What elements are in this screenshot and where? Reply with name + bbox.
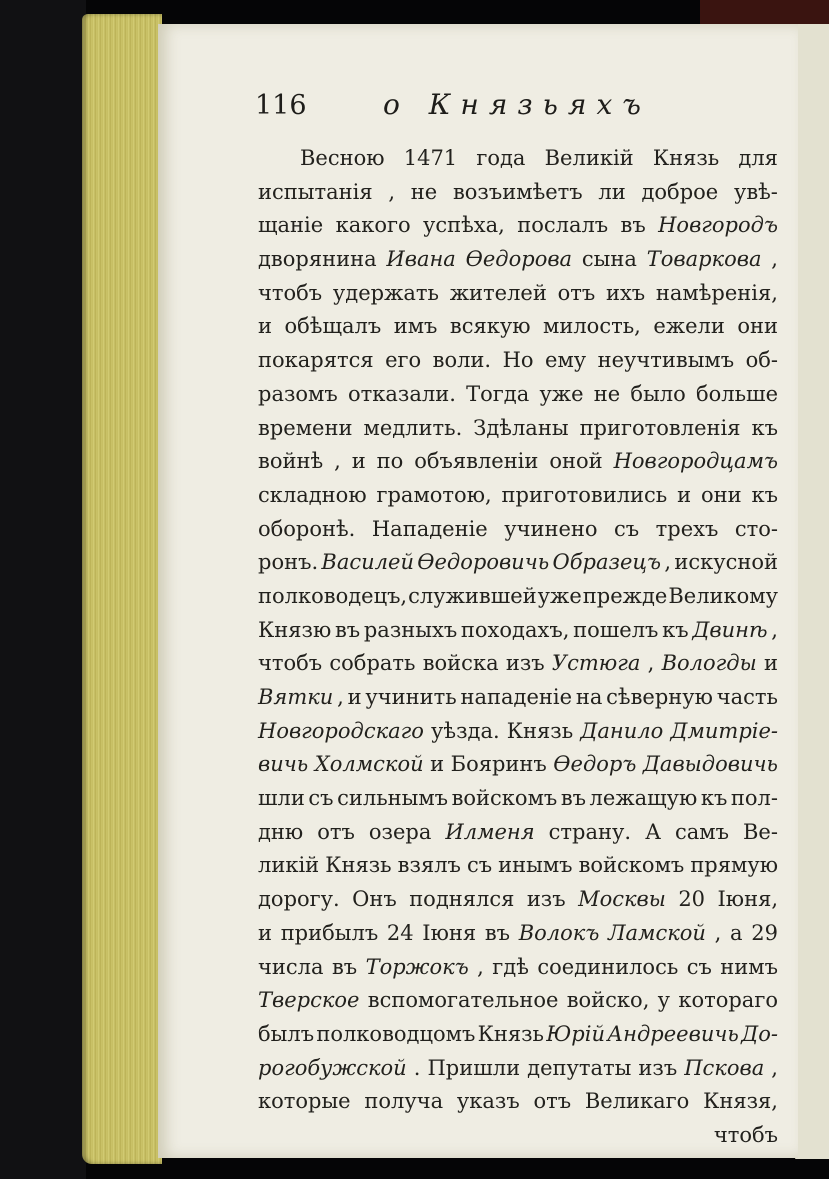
word: , — [334, 449, 341, 474]
word: войскомъ — [451, 786, 558, 811]
word: шли — [258, 786, 305, 811]
body-text — [258, 142, 778, 1153]
word: , — [771, 617, 778, 642]
text-line — [258, 479, 778, 513]
text-line — [258, 1052, 778, 1086]
word: , — [771, 247, 778, 272]
italic-word: рогобужской — [258, 1055, 407, 1080]
opposite-page-edge — [795, 24, 829, 1159]
word: сильнымъ — [337, 786, 449, 811]
word: чтобъ — [258, 651, 323, 676]
word: нападеніе — [460, 685, 573, 709]
catchword-text: чтобъ — [713, 1122, 778, 1147]
word: А — [645, 819, 661, 844]
word: не — [410, 179, 438, 204]
word: возъимѣетъ — [452, 179, 583, 204]
word: 24 — [386, 920, 414, 945]
word: Пришли — [427, 1055, 521, 1080]
word: учинено — [504, 516, 598, 541]
word: . — [413, 1055, 421, 1080]
word: приготовленія — [579, 415, 741, 440]
text-line — [258, 816, 778, 850]
word: изъ — [526, 887, 566, 912]
word: Князь — [325, 853, 392, 878]
word: года — [476, 146, 526, 170]
italic-word: Андреевичь — [607, 1021, 739, 1046]
word: страну. — [548, 819, 632, 844]
italic-word: Дмитріе- — [670, 718, 778, 743]
word: сѣверную — [606, 685, 713, 709]
word: въ — [484, 920, 510, 945]
word: воли. — [432, 348, 492, 373]
word: Князь — [477, 1021, 544, 1046]
italic-word: Москвы — [578, 887, 666, 912]
word: числа — [258, 954, 324, 979]
word: ежели — [653, 314, 725, 339]
text-line — [258, 681, 778, 715]
scan-background-corner — [700, 0, 829, 24]
word: лежащую — [589, 786, 698, 811]
italic-word: Новгородскаго — [258, 718, 424, 743]
text-line — [258, 310, 778, 344]
word: получа — [364, 1089, 444, 1114]
italic-word: Холмской — [314, 752, 424, 777]
text-line — [258, 142, 778, 176]
word: отказали. — [347, 381, 456, 406]
word: сына — [581, 247, 637, 272]
word: самъ — [674, 819, 729, 844]
word: ликій — [258, 853, 320, 878]
italic-word: Ѳедоръ — [553, 752, 637, 777]
word: , — [477, 954, 484, 979]
word: , — [664, 550, 672, 575]
word: всякую — [449, 314, 531, 339]
italic-word: До- — [741, 1021, 778, 1046]
word: изъ — [505, 651, 545, 676]
word: уже — [539, 381, 584, 406]
word: Великаго — [584, 1089, 690, 1114]
word: ихъ — [605, 280, 646, 305]
word: депутаты — [527, 1055, 632, 1080]
text-line — [258, 883, 778, 917]
word: успѣха, — [423, 213, 505, 238]
word: времени — [258, 415, 353, 440]
italic-word: Давыдовичь — [642, 752, 778, 777]
word: 1471 — [403, 146, 458, 170]
word: изъ — [638, 1055, 678, 1080]
word: Бояринъ — [450, 752, 547, 777]
text-line — [258, 647, 778, 681]
word: Іюня, — [717, 887, 778, 912]
word: объявленіи — [414, 449, 539, 474]
text-line — [258, 1085, 778, 1119]
word: доброе — [641, 179, 719, 204]
word: и — [258, 314, 272, 339]
word: вспомогательное — [367, 988, 559, 1013]
word: съ — [466, 853, 493, 878]
italic-word: Новгородцамъ — [613, 449, 778, 474]
text-line — [258, 748, 778, 782]
italic-word: Илменя — [445, 819, 535, 844]
word: дорогу. — [258, 887, 340, 912]
word: былъ — [258, 1021, 315, 1046]
word: Тогда — [466, 381, 530, 406]
word: приготовились — [501, 482, 668, 507]
italic-word: Ламской — [608, 920, 706, 945]
italic-word: Ѳедорова — [465, 247, 573, 272]
word: Ве- — [742, 819, 778, 844]
word: было — [630, 381, 686, 406]
word: , — [714, 920, 722, 945]
word: съ — [614, 516, 640, 541]
italic-word: Новгородъ — [658, 213, 778, 238]
word: поднялся — [409, 887, 515, 912]
text-line — [258, 849, 778, 883]
word: взялъ — [397, 853, 461, 878]
word: у — [657, 988, 671, 1013]
word: прежде — [582, 583, 668, 608]
word: войскомъ — [578, 853, 685, 878]
text-line — [258, 782, 778, 816]
word: Князю — [258, 617, 332, 642]
word: имъ — [393, 314, 438, 339]
italic-word: Пскова — [684, 1055, 765, 1080]
word: походахъ, — [460, 617, 570, 642]
word: покарятся — [258, 348, 374, 373]
word: его — [385, 348, 422, 373]
word: собрать — [329, 651, 416, 676]
word: войска — [422, 651, 499, 676]
text-line — [258, 209, 778, 243]
text-line — [258, 1018, 778, 1052]
italic-word: Ивана — [386, 247, 456, 272]
word: они — [700, 482, 742, 507]
word: , — [388, 179, 396, 204]
word: ему — [545, 348, 587, 373]
word: дворянина — [258, 247, 377, 272]
word: пошелъ — [573, 617, 659, 642]
page-number: 116 — [255, 90, 307, 121]
page-header — [255, 86, 675, 136]
word: въ — [334, 617, 361, 642]
word: разныхъ — [363, 617, 458, 642]
italic-word: вичь — [258, 752, 309, 777]
word: отъ — [533, 1089, 572, 1114]
word: Но — [502, 348, 534, 373]
word: котораго — [678, 988, 778, 1013]
word: и — [763, 651, 778, 676]
word: Здѣланы — [473, 415, 569, 440]
italic-word: Товаркова — [646, 247, 762, 272]
word: соединилось — [537, 954, 679, 979]
word: об- — [745, 348, 778, 373]
word: Нападеніе — [371, 516, 488, 541]
word: ронъ. — [258, 550, 319, 575]
word: искусной — [674, 550, 778, 575]
word: по — [376, 449, 404, 474]
text-line — [258, 715, 778, 749]
word: оной — [549, 449, 603, 474]
text-line — [258, 344, 778, 378]
word: уѣзда. — [431, 718, 500, 743]
word: складною — [258, 482, 367, 507]
word: въ — [620, 213, 646, 238]
word: намѣренія, — [655, 280, 778, 305]
text-line — [258, 984, 778, 1018]
word: жителей — [449, 280, 547, 305]
word: сто- — [734, 516, 778, 541]
word: они — [737, 314, 778, 339]
word: и — [677, 482, 692, 507]
word: въ — [331, 954, 358, 979]
italic-word: Тверское — [258, 988, 360, 1013]
word: для — [738, 146, 778, 170]
italic-word: Василей — [321, 550, 414, 575]
word: съ — [308, 786, 334, 811]
word: разомъ — [258, 381, 338, 406]
text-line — [258, 580, 778, 614]
word: Князя, — [703, 1089, 778, 1114]
text-line — [258, 243, 778, 277]
italic-word: Ѳедоровичь — [417, 550, 550, 575]
word: полководцомъ — [316, 1021, 476, 1046]
word: отъ — [317, 819, 355, 844]
word: въ — [560, 786, 586, 811]
word: Князь — [506, 718, 574, 743]
word: къ — [751, 415, 778, 440]
text-line — [258, 176, 778, 210]
word: Великій — [544, 146, 634, 170]
word: гдѣ — [492, 954, 529, 979]
word: обѣщалъ — [284, 314, 382, 339]
word: неучтивымъ — [597, 348, 735, 373]
word: Іюня — [422, 920, 477, 945]
italic-word: Торжокъ — [365, 954, 469, 979]
word: оборонѣ. — [258, 516, 356, 541]
word: 20 — [678, 887, 706, 912]
word: и — [258, 920, 272, 945]
word: учинить — [365, 685, 457, 709]
italic-word: Вятки — [258, 685, 334, 709]
italic-word: Образецъ — [552, 550, 662, 575]
text-line — [258, 614, 778, 648]
word: а — [730, 920, 743, 945]
catchword — [258, 1119, 778, 1153]
word: не — [593, 381, 621, 406]
italic-word: Двинѣ — [692, 617, 768, 642]
word: которые — [258, 1089, 351, 1114]
word: , — [647, 651, 655, 676]
word: на — [575, 685, 603, 709]
word: войско, — [566, 988, 650, 1013]
italic-word: Устюга — [551, 651, 641, 676]
word: прямую — [690, 853, 778, 878]
word: , — [771, 1055, 778, 1080]
word: къ — [700, 786, 728, 811]
word: уже — [537, 583, 582, 608]
text-line — [258, 513, 778, 547]
word: дню — [258, 819, 304, 844]
word: нимъ — [720, 954, 778, 979]
word: увѣ- — [733, 179, 778, 204]
text-line — [258, 951, 778, 985]
word: инымъ — [498, 853, 573, 878]
text-line — [258, 277, 778, 311]
italic-word: Волокъ — [518, 920, 600, 945]
word: Онъ — [352, 887, 397, 912]
word: Великому — [668, 583, 778, 608]
word: больше — [695, 381, 778, 406]
word: и — [347, 685, 362, 709]
word: чтобъ — [258, 280, 323, 305]
word: къ — [662, 617, 689, 642]
word: и — [351, 449, 366, 474]
word: войнѣ — [258, 449, 324, 474]
text-line — [258, 917, 778, 951]
word: медлить. — [363, 415, 463, 440]
italic-word: Вологды — [661, 651, 757, 676]
word: трехъ — [655, 516, 719, 541]
word: Князь — [652, 146, 720, 170]
italic-word: Данило — [580, 718, 664, 743]
word: пол- — [730, 786, 778, 811]
word: съ — [686, 954, 712, 979]
word: испытанія — [258, 179, 373, 204]
word: часть — [716, 685, 778, 709]
word: грамотою, — [376, 482, 492, 507]
word: озера — [368, 819, 432, 844]
scan-background — [0, 0, 86, 1179]
word: отъ — [557, 280, 596, 305]
word: служившей — [408, 583, 537, 608]
word: прибылъ — [280, 920, 379, 945]
word: удержать — [332, 280, 439, 305]
text-line — [258, 546, 778, 580]
running-head: о Князьяхъ — [383, 88, 651, 121]
word: 29 — [751, 920, 778, 945]
page-edges — [82, 14, 162, 1164]
word: ли — [598, 179, 626, 204]
word: щаніе — [258, 213, 324, 238]
word: къ — [751, 482, 778, 507]
text-line — [258, 445, 778, 479]
word: указъ — [456, 1089, 520, 1114]
text-line — [258, 412, 778, 446]
word: какого — [335, 213, 411, 238]
word: , — [337, 685, 344, 709]
italic-word: Юрій — [546, 1021, 605, 1046]
text-line — [258, 378, 778, 412]
word: и — [430, 752, 445, 777]
word: Весною — [300, 146, 385, 170]
word: полководецъ, — [258, 583, 408, 608]
word: послалъ — [517, 213, 609, 238]
word: милость, — [543, 314, 641, 339]
